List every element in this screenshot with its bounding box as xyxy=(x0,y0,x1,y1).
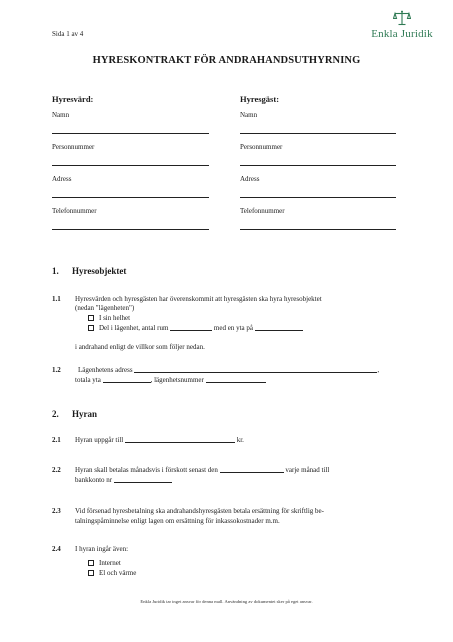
landlord-address-label: Adress xyxy=(52,175,72,183)
tenant-address-label: Adress xyxy=(240,175,260,183)
clause-2-3-line1: Vid försenad hyresbetalning ska andrahandshyresgästen betala ersättning för skriftlig be- xyxy=(75,507,324,515)
clause-2-4-text: I hyran ingår även: xyxy=(75,545,129,553)
checkbox-part[interactable] xyxy=(88,325,94,331)
option-whole-apartment[interactable] xyxy=(88,314,130,324)
option-internet[interactable] xyxy=(88,559,121,569)
clause-1-1-line1: Hyresvärden och hyresgästen har överenskommit att hyresgästen ska hyra hyresobjektet xyxy=(75,295,322,303)
logo-text: Enkla Juridik xyxy=(371,28,433,40)
checkbox-internet[interactable] xyxy=(88,560,94,566)
payment-day-label: Hyran skall betalas månadsvis i förskott senast den xyxy=(75,466,218,474)
option-part-label-a: Del i lägenhet, antal rum xyxy=(99,324,169,332)
option-internet-label: Internet xyxy=(99,559,121,567)
clause-2-1-number: 2.1 xyxy=(52,436,61,444)
tenant-heading: Hyresgäst: xyxy=(240,94,280,104)
clause-2-2-line1 xyxy=(75,466,329,476)
clause-2-4-number: 2.4 xyxy=(52,545,61,553)
area-field[interactable] xyxy=(255,324,303,331)
landlord-personnummer-label: Personnummer xyxy=(52,143,95,151)
apartment-address-field[interactable] xyxy=(134,366,380,374)
checkbox-electricity-heating[interactable] xyxy=(88,570,94,576)
document-title: HYRESKONTRAKT FÖR ANDRAHANDSUTHYRNING xyxy=(92,55,361,66)
option-part-apartment[interactable] xyxy=(88,324,303,334)
clause-1-1-line4: i andrahand enligt de villkor som följer nedan. xyxy=(75,343,205,351)
clause-1-2-number: 1.2 xyxy=(52,366,61,374)
scales-of-justice-icon xyxy=(393,10,411,26)
landlord-name-label: Namn xyxy=(52,111,70,119)
tenant-phone-label: Telefonnummer xyxy=(240,207,285,215)
landlord-address-field[interactable] xyxy=(52,197,209,198)
rent-amount-field[interactable] xyxy=(125,436,235,443)
apartment-number-field[interactable] xyxy=(206,376,266,383)
clause-1-1-line2: (nedan "lägenheten") xyxy=(75,304,135,312)
tenant-name-field[interactable] xyxy=(240,133,396,134)
option-part-label-b: med en yta på xyxy=(213,324,253,332)
rooms-count-field[interactable] xyxy=(170,324,212,331)
page-indicator: Sida 1 av 4 xyxy=(52,30,84,38)
landlord-personnummer-field[interactable] xyxy=(52,165,209,166)
tenant-personnummer-label: Personnummer xyxy=(240,143,283,151)
clause-2-2-number: 2.2 xyxy=(52,466,61,474)
tenant-name-label: Namn xyxy=(240,111,258,119)
clause-1-1-number: 1.1 xyxy=(52,295,61,303)
section-1-title: Hyresobjektet xyxy=(72,266,127,276)
payment-frequency-label: varje månad till xyxy=(285,466,330,474)
currency-label: kr. xyxy=(236,436,244,444)
landlord-name-field[interactable] xyxy=(52,133,209,134)
clause-2-1-text xyxy=(75,436,244,446)
clause-2-2-line2 xyxy=(75,476,172,486)
section-2-number: 2. xyxy=(52,409,59,419)
section-1-heading xyxy=(52,266,126,276)
landlord-phone-label: Telefonnummer xyxy=(52,207,97,215)
option-electricity-heating-label: El och värme xyxy=(99,569,137,577)
section-2-title: Hyran xyxy=(72,409,98,419)
tenant-personnummer-field[interactable] xyxy=(240,165,396,166)
bank-account-label: bankkonto nr xyxy=(75,476,113,484)
landlord-phone-field[interactable] xyxy=(52,229,209,230)
apartment-number-label: , lägenhetsnummer xyxy=(150,376,204,384)
clause-1-2-line2 xyxy=(75,376,266,386)
section-1-number: 1. xyxy=(52,266,59,276)
bank-account-field[interactable] xyxy=(114,476,172,483)
total-area-field[interactable] xyxy=(103,376,151,383)
rent-amount-label: Hyran uppgår till xyxy=(75,436,124,444)
option-whole-label: I sin helhet xyxy=(99,314,131,322)
checkbox-whole[interactable] xyxy=(88,315,94,321)
payment-day-field[interactable] xyxy=(220,466,284,473)
brand-logo xyxy=(362,10,442,40)
landlord-heading: Hyresvärd: xyxy=(52,94,94,104)
tenant-address-field[interactable] xyxy=(240,197,396,198)
clause-1-2-line1 xyxy=(78,366,379,376)
section-2-heading xyxy=(52,409,97,419)
tenant-phone-field[interactable] xyxy=(240,229,396,230)
option-electricity-heating[interactable] xyxy=(88,569,136,579)
footer-disclaimer: Enkla Juridik tar inget ansvar för denna mall. Användning av dokumentet sker på eget ansvar. xyxy=(140,599,313,604)
clause-2-3-number: 2.3 xyxy=(52,507,61,515)
clause-2-3-line2: talningspåminnelse enligt lagen om ersättning för inkassokostnader m.m. xyxy=(75,517,280,525)
total-area-label: totala yta xyxy=(75,376,101,384)
comma: , xyxy=(377,366,380,374)
apartment-address-label: Lägenhetens adress xyxy=(78,366,133,374)
